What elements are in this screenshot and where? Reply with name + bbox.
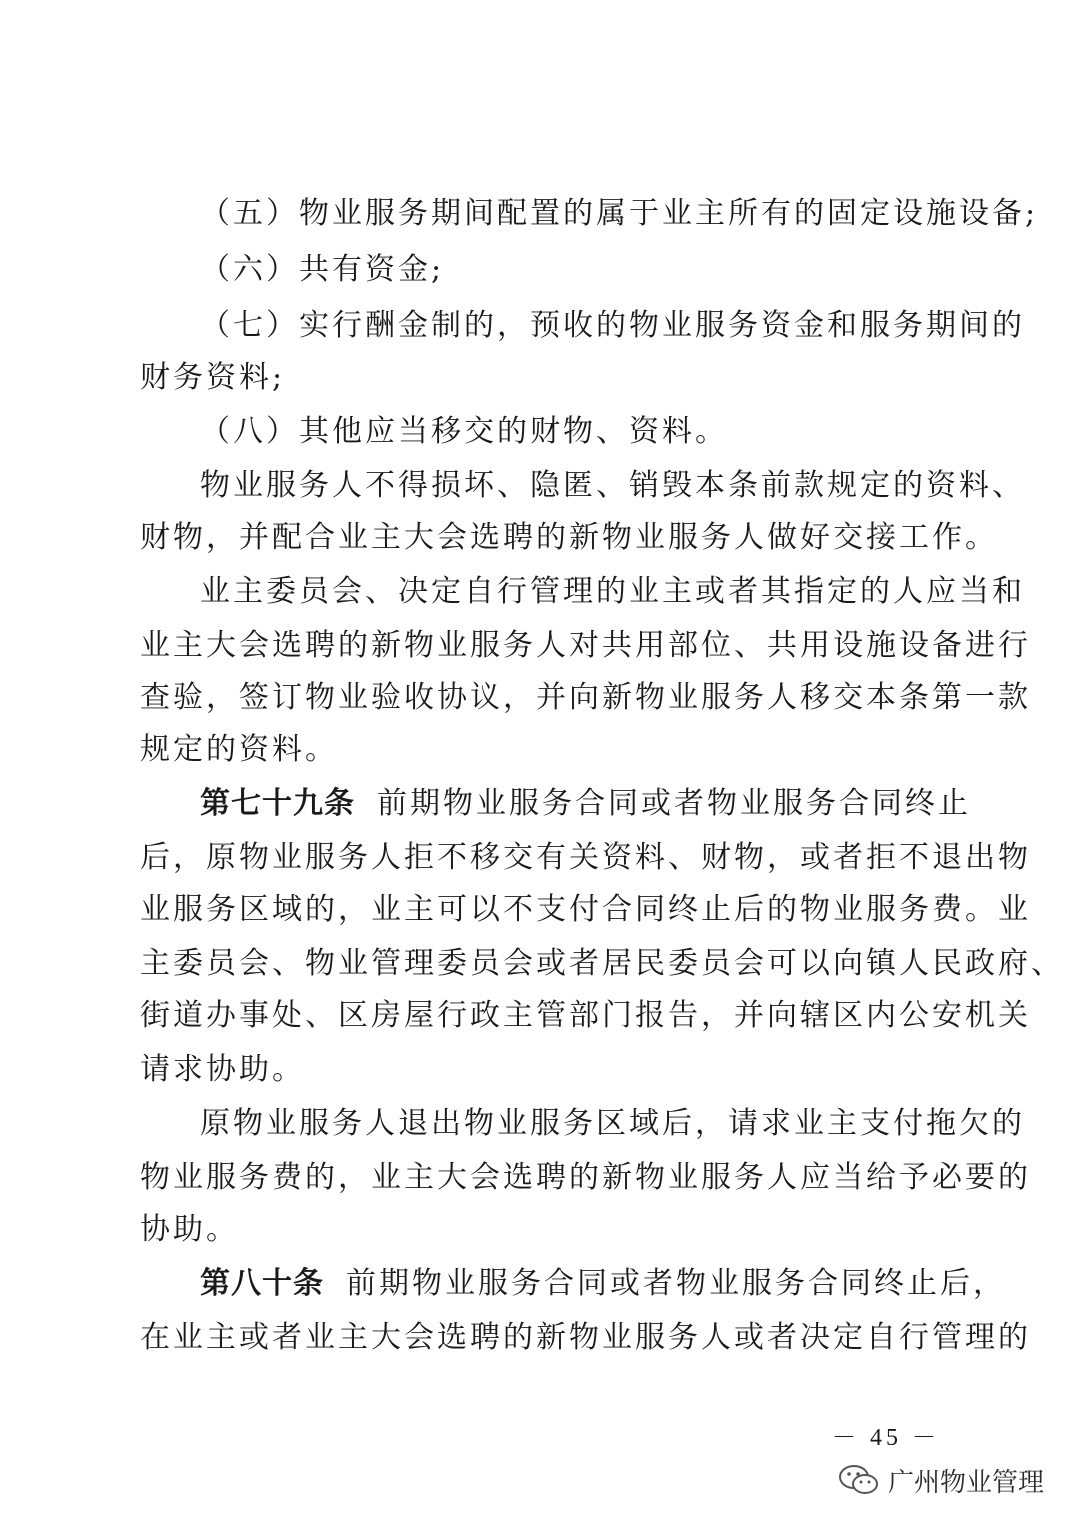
text-line: 财物，并配合业主大会选聘的新物业服务人做好交接工作。: [140, 520, 998, 555]
watermark-text: 广州物业管理: [887, 1467, 1044, 1498]
text-line: 业服务区域的，业主可以不支付合同终止后的物业服务费。业: [140, 892, 1031, 927]
list-item-7: （七）实行酬金制的，预收的物业服务资金和服务期间的: [200, 308, 1025, 343]
text-line: 业主委员会、决定自行管理的业主或者其指定的人应当和: [200, 574, 1025, 609]
article-79-heading: 第七十九条: [200, 786, 355, 821]
text-line: 财务资料;: [140, 360, 286, 395]
text-line: 协助。: [140, 1212, 239, 1247]
text-line: 查验，签订物业验收协议，并向新物业服务人移交本条第一款: [140, 680, 1031, 715]
list-item-8: （八）其他应当移交的财物、资料。: [200, 414, 728, 449]
text-line: 请求协助。: [140, 1052, 305, 1087]
text-line: 业主大会选聘的新物业服务人对共用部位、共用设施设备进行: [140, 628, 1031, 663]
text-line: 规定的资料。: [140, 732, 338, 767]
text-line: 物业服务费的，业主大会选聘的新物业服务人应当给予必要的: [140, 1160, 1031, 1195]
wechat-icon: [838, 1463, 880, 1497]
article-80-heading: 第八十条: [200, 1266, 324, 1301]
text-line: 后，原物业服务人拒不移交有关资料、财物，或者拒不退出物: [140, 840, 1031, 875]
text-line: 前期物业服务合同或者物业服务合同终止: [377, 786, 971, 821]
watermark: [838, 1460, 1044, 1500]
article-79-line: [200, 784, 971, 824]
article-80-line: [200, 1264, 1006, 1304]
text-line: 原物业服务人退出物业服务区域后，请求业主支付拖欠的: [200, 1106, 1025, 1141]
list-item-6: （六）共有资金;: [200, 252, 445, 287]
text-line: 街道办事处、区房屋行政主管部门报告，并向辖区内公安机关: [140, 998, 1031, 1033]
list-item-5: （五）物业服务期间配置的属于业主所有的固定设施设备;: [200, 196, 1039, 231]
text-line: 在业主或者业主大会选聘的新物业服务人或者决定自行管理的: [140, 1320, 1031, 1355]
page-number: － 45 －: [832, 1425, 940, 1451]
text-line: 前期物业服务合同或者物业服务合同终止后，: [346, 1266, 1006, 1301]
text-line: 物业服务人不得损坏、隐匿、销毁本条前款规定的资料、: [200, 468, 1025, 503]
text-line: 主委员会、物业管理委员会或者居民委员会可以向镇人民政府、: [140, 946, 1064, 981]
